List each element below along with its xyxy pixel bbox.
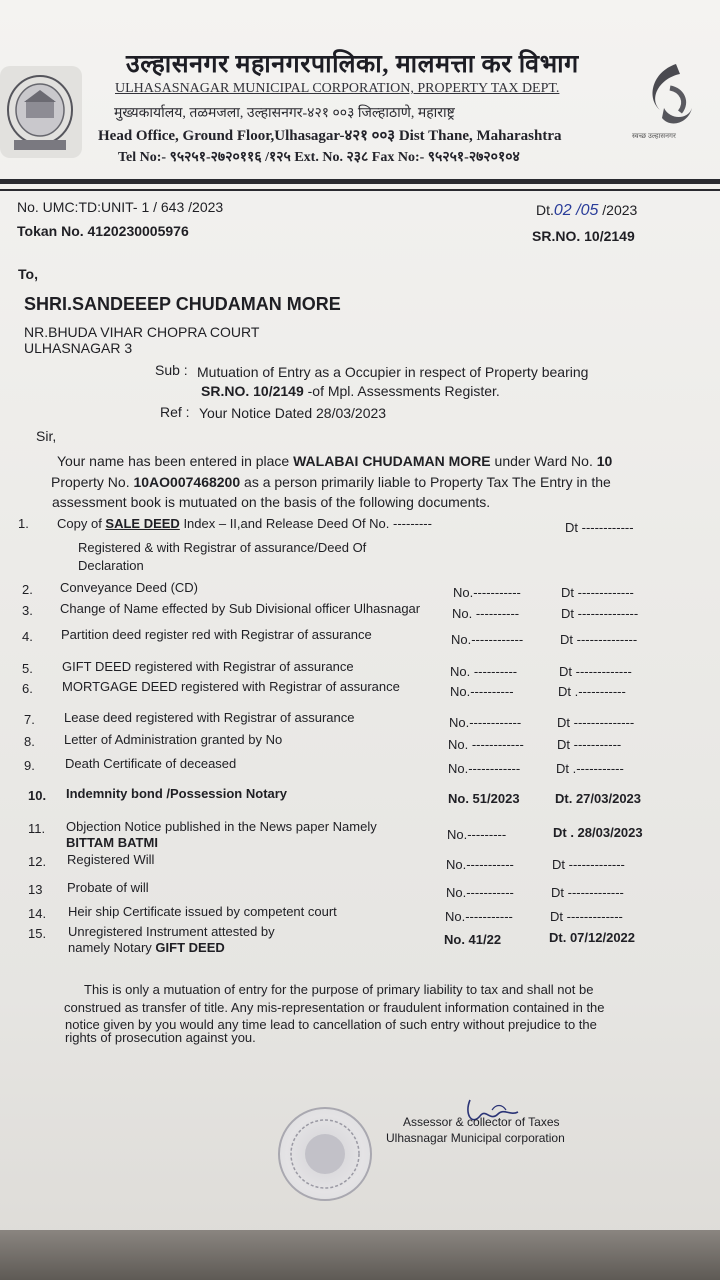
item-dt: Dt ------------ — [565, 520, 634, 535]
item-number: 8. — [24, 734, 35, 749]
item-no: No.------------ — [451, 632, 524, 647]
item-description: Objection Notice published in the News paper Namely — [66, 819, 377, 834]
title-marathi: उल्हासनगर महानगरपालिका, मालमत्ता कर विभाग — [126, 51, 579, 78]
item-1-cont-1: Registered & with Registrar of assurance/Deed Of — [78, 540, 367, 555]
item-number: 12. — [28, 854, 47, 869]
item-number: 1. — [18, 516, 29, 531]
subject-register: -of Mpl. Assessments Register. — [303, 383, 500, 399]
header-divider-thick — [0, 179, 720, 184]
item-number: 11. — [28, 821, 46, 836]
item-description: Registered Will — [67, 852, 155, 867]
item-description: namely Notary — [68, 940, 156, 955]
addressee-name: SHRI.SANDEEEP CHUDAMAN MORE — [24, 294, 341, 314]
item-description: Lease deed registered with Registrar of assurance — [64, 710, 355, 725]
item-description: Partition deed register red with Registrar of assurance — [61, 627, 372, 642]
item-number: 3. — [22, 603, 33, 618]
item-no: No.---------- — [450, 684, 514, 699]
item-description: Heir ship Certificate issued by competent court — [68, 904, 337, 919]
item-description: Unregistered Instrument attested by — [68, 924, 275, 939]
item-no: No.----------- — [446, 885, 514, 900]
right-logo-caption: स्वच्छ उल्हासनगर — [632, 133, 676, 140]
item-4-text — [61, 627, 372, 643]
item-8-text — [64, 732, 282, 748]
closing-line-1: This is only a mutuation of entry for the purpose of primary liability to tax and shall not be — [84, 982, 594, 997]
item-no: No.--------- — [447, 827, 507, 842]
item-no: No.------------ — [448, 761, 521, 776]
date-handwritten: 02 /05 — [553, 202, 599, 219]
body-text: Your name has been entered in place — [57, 453, 294, 469]
item-description: Indemnity bond /Possession Notary — [66, 786, 288, 801]
item-dt: Dt -------------- — [560, 632, 638, 647]
gift-deed-label: GIFT DEED — [155, 940, 225, 955]
item-number: 14. — [28, 906, 47, 921]
item-no: No. 51/2023 — [448, 791, 520, 806]
item-number: 2. — [22, 582, 33, 597]
item-15-text — [68, 924, 275, 956]
salutation: Sir, — [36, 428, 57, 444]
body-text: under Ward No. — [490, 453, 597, 469]
address-marathi: मुख्यकार्यालय, तळमजला, उल्हासनगर-४२१ ००३ जिल्हाठाणे, महाराष्ट्र — [114, 106, 455, 121]
item-text: Index – II,and Release Deed Of No. --------- — [179, 516, 432, 531]
item-dt: Dt -------------- — [557, 715, 635, 730]
item-dt: Dt ----------- — [557, 737, 622, 752]
item-dt: Dt ------------- — [551, 885, 624, 900]
item-no: No.----------- — [445, 909, 513, 924]
item-description: MORTGAGE DEED registered with Registrar of assurance — [62, 679, 400, 694]
item-dt: Dt. 07/12/2022 — [549, 930, 636, 945]
item-dt: Dt ------------- — [561, 585, 634, 600]
item-no: No.------------ — [449, 715, 522, 730]
item-5-text — [62, 659, 354, 675]
item-dt: Dt -------------- — [561, 606, 639, 621]
token-number: Tokan No. 4120230005976 — [17, 223, 189, 239]
item-number: 5. — [22, 661, 33, 676]
subject-sr-number: SR.NO. 10/2149 — [201, 383, 304, 399]
item-dt: Dt .----------- — [558, 684, 626, 699]
title-english: ULHASASNAGAR MUNICIPAL CORPORATION, PROPERTY TAX DEPT. — [115, 81, 560, 96]
ref-text: Your Notice Dated 28/03/2023 — [199, 405, 387, 421]
item-3-text — [60, 601, 420, 617]
item-number: 15. — [28, 926, 47, 941]
body-line-2 — [51, 474, 611, 490]
item-number: 9. — [24, 758, 35, 773]
signatory-title: Assessor & collector of Taxes — [403, 1115, 560, 1129]
signatory-org: Ulhasnagar Municipal corporation — [386, 1131, 565, 1145]
to-label: To, — [18, 266, 38, 282]
table-surface — [0, 1230, 720, 1280]
item-dt: Dt ------------- — [559, 664, 632, 679]
date-suffix: /2023 — [598, 202, 638, 218]
item-10-text — [66, 786, 287, 802]
property-number: 10AO007468200 — [133, 474, 241, 490]
closing-line-2: construed as transfer of title. Any mis-representation or fraudulent information contained in the — [64, 1000, 605, 1015]
item-no: No. ---------- — [452, 606, 520, 621]
item-2-text — [60, 580, 198, 596]
item-dt: Dt .----------- — [556, 761, 624, 776]
item-7-text — [64, 710, 355, 726]
sr-number: SR.NO. 10/2149 — [532, 228, 635, 244]
item-number: 7. — [24, 712, 35, 727]
ref-label: Ref : — [160, 404, 190, 420]
item-dt: Dt. 27/03/2023 — [555, 791, 642, 806]
newspaper-name: BITTAM BATMI — [66, 835, 158, 850]
body-line-3: assessment book is mutuated on the basis of the following documents. — [52, 494, 491, 510]
contact-line: Tel No:- ९५२५१-२७२०११६ /१२५ Ext. No. २३८ Fax No:- ९५२५१-२७२०१०४ — [118, 150, 520, 165]
closing-line-4: rights of prosecution against you. — [65, 1030, 256, 1045]
previous-owner-name: WALABAI CHUDAMAN MORE — [293, 453, 491, 469]
sale-deed-label: SALE DEED — [105, 516, 180, 531]
header-divider-thin — [0, 189, 720, 191]
item-no: No. 41/22 — [444, 932, 502, 947]
date-prefix: Dt. — [536, 202, 554, 218]
reference-number: No. UMC:TD:UNIT- 1 / 643 /2023 — [17, 199, 224, 215]
item-no: No. ------------ — [448, 737, 524, 752]
item-number: 4. — [22, 629, 33, 644]
body-text: Property No. — [51, 474, 134, 490]
item-number: 13 — [28, 882, 43, 897]
item-description: Death Certificate of deceased — [65, 756, 237, 771]
item-1-text — [57, 516, 432, 532]
item-14-text — [68, 904, 337, 920]
letter-date — [536, 202, 637, 220]
item-description: GIFT DEED registered with Registrar of assurance — [62, 659, 354, 674]
official-seal-icon — [278, 1107, 372, 1201]
ward-number: 10 — [596, 453, 613, 469]
subject-label: Sub : — [155, 362, 188, 378]
body-line-1 — [57, 453, 612, 469]
item-12-text — [67, 852, 154, 868]
item-9-text — [65, 756, 236, 772]
item-dt: Dt . 28/03/2023 — [553, 825, 643, 840]
item-dt: Dt ------------- — [552, 857, 625, 872]
corporation-emblem-icon — [0, 66, 82, 158]
item-number: 6. — [22, 681, 33, 696]
body-text: as a person primarily liable to Property Tax The Entry in the — [240, 474, 611, 490]
item-text: Copy of — [57, 516, 106, 531]
item-13-text — [67, 880, 149, 896]
item-description: Conveyance Deed (CD) — [60, 580, 199, 595]
item-dt: Dt ------------- — [550, 909, 623, 924]
item-no: No.----------- — [453, 585, 521, 600]
subject-line-2 — [201, 383, 500, 399]
address-english: Head Office, Ground Floor,Ulhasagar-४२१ ००३ Dist Thane, Maharashtra — [98, 128, 562, 144]
item-description: Probate of will — [67, 880, 149, 895]
addressee-line-2: ULHASNAGAR 3 — [24, 340, 133, 356]
swachh-logo-icon — [630, 58, 706, 154]
closing-line-3: notice given by you would any time lead to cancellation of such entry without prejudice to the — [65, 1017, 597, 1032]
item-description: Change of Name effected by Sub Divisional officer Ulhasnagar — [60, 601, 421, 616]
item-no: No.----------- — [446, 857, 514, 872]
item-no: No. ---------- — [450, 664, 518, 679]
item-11-text — [66, 819, 377, 851]
addressee-line-1: NR.BHUDA VIHAR CHOPRA COURT — [24, 324, 260, 340]
item-description: Letter of Administration granted by No — [64, 732, 283, 747]
item-6-text — [62, 679, 400, 695]
item-number: 10. — [28, 788, 47, 803]
subject-text: Mutuation of Entry as a Occupier in respect of Property bearing — [197, 364, 589, 380]
item-1-cont-2: Declaration — [78, 558, 144, 573]
